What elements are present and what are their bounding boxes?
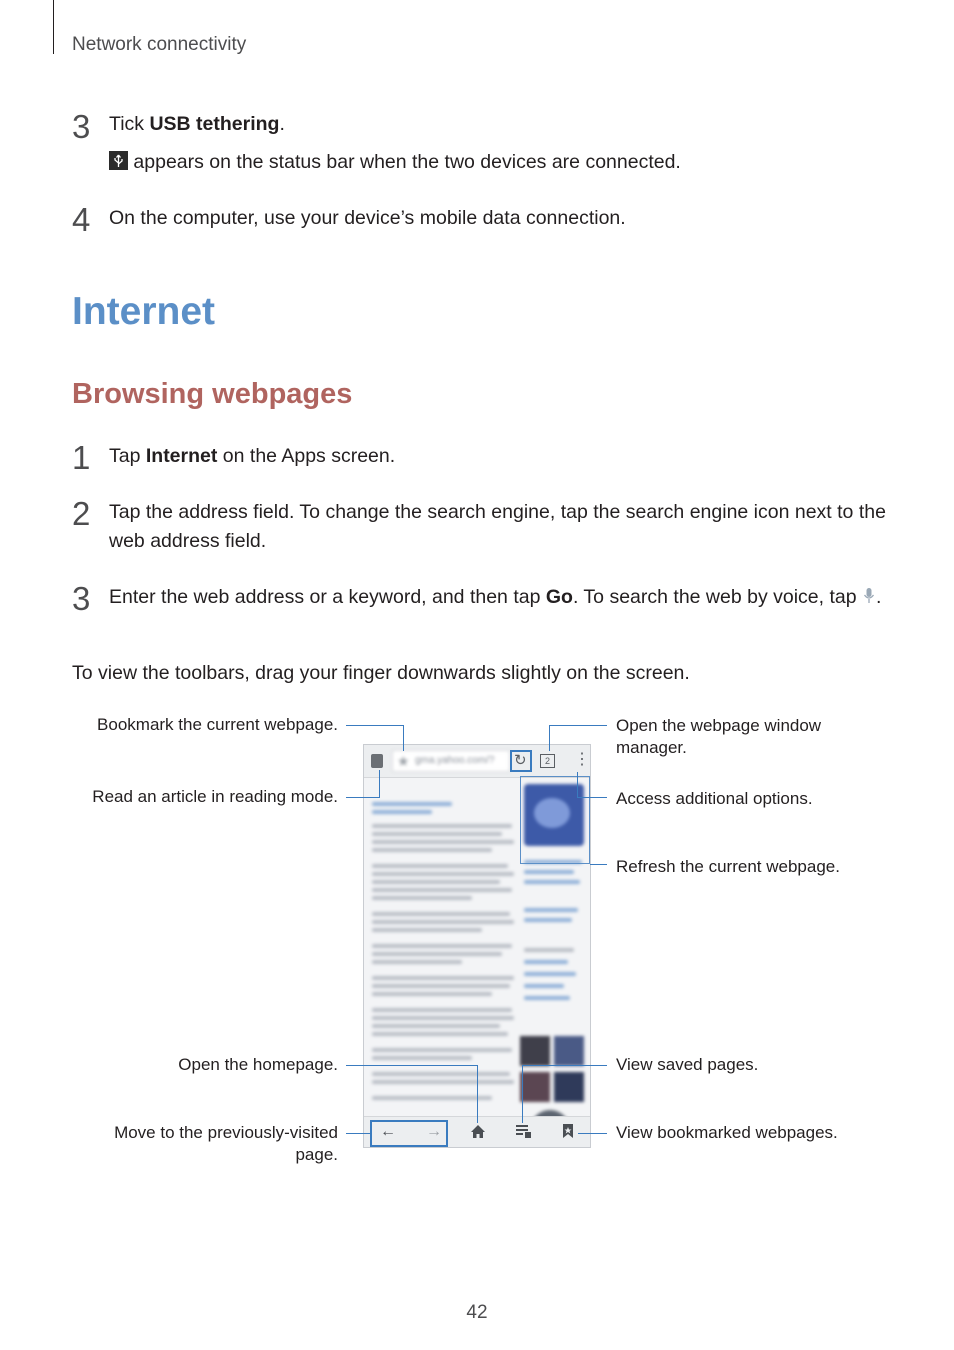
refresh-icon: ↻	[514, 752, 527, 769]
step-text: On the computer, use your device’s mobile data connection.	[109, 207, 626, 229]
header-rule	[53, 0, 54, 54]
reading-area-highlight	[520, 776, 590, 864]
usb-tethering-icon	[109, 151, 128, 170]
step-number: 1	[72, 439, 91, 476]
step-text: Enter the web address or a keyword, and then tap Go. To search the web by voice, tap .	[109, 586, 882, 608]
microphone-icon	[862, 586, 876, 606]
callout-more-options: Access additional options.	[616, 789, 813, 808]
step-number: 4	[72, 201, 91, 238]
step-number: 2	[72, 495, 91, 532]
address-field[interactable]	[392, 750, 510, 772]
address-text: gma.yahoo.com/?	[415, 755, 495, 766]
reading-mode-icon	[371, 754, 383, 768]
step-text: Tap Internet on the Apps screen.	[109, 445, 396, 467]
step-number: 3	[72, 108, 91, 145]
back-arrow-icon[interactable]: ←	[380, 1123, 396, 1140]
more-options-icon: ⋮	[574, 751, 590, 768]
bookmarks-icon[interactable]	[562, 1124, 574, 1140]
section-header: Network connectivity	[72, 34, 247, 55]
section-title: Browsing webpages	[72, 378, 353, 410]
step-number: 3	[72, 580, 91, 617]
page-number: 42	[466, 1302, 488, 1323]
window-manager-icon: 2	[540, 754, 555, 768]
home-icon[interactable]	[470, 1124, 486, 1141]
callout-previous-page: Move to the previously-visited page.	[114, 1123, 338, 1164]
callout-refresh: Refresh the current webpage.	[616, 857, 840, 876]
callout-reading-mode: Read an article in reading mode.	[92, 787, 338, 806]
usb-note: appears on the status bar when the two devices are connected.	[109, 148, 681, 177]
forward-arrow-icon[interactable]: →	[426, 1123, 442, 1140]
step-text: Tick USB tethering.	[109, 113, 285, 135]
intro-text: To view the toolbars, drag your finger downwards slightly on the screen.	[72, 662, 690, 684]
page-title: Internet	[72, 290, 216, 333]
browser-toolbar	[364, 745, 590, 778]
callout-bookmarked: View bookmarked webpages.	[616, 1123, 838, 1142]
callout-saved-pages: View saved pages.	[616, 1055, 759, 1074]
step-text: Tap the address field. To change the search engine, tap the search engine icon next to the web address field.	[109, 501, 886, 552]
callout-bookmark: Bookmark the current webpage.	[97, 715, 338, 734]
callout-homepage: Open the homepage.	[178, 1055, 338, 1074]
callout-window-manager: Open the webpage window manager.	[616, 716, 822, 757]
star-icon: ★	[397, 753, 410, 769]
saved-pages-icon[interactable]	[516, 1125, 531, 1140]
refresh-highlight	[510, 750, 532, 772]
nav-buttons-highlight	[370, 1120, 448, 1147]
